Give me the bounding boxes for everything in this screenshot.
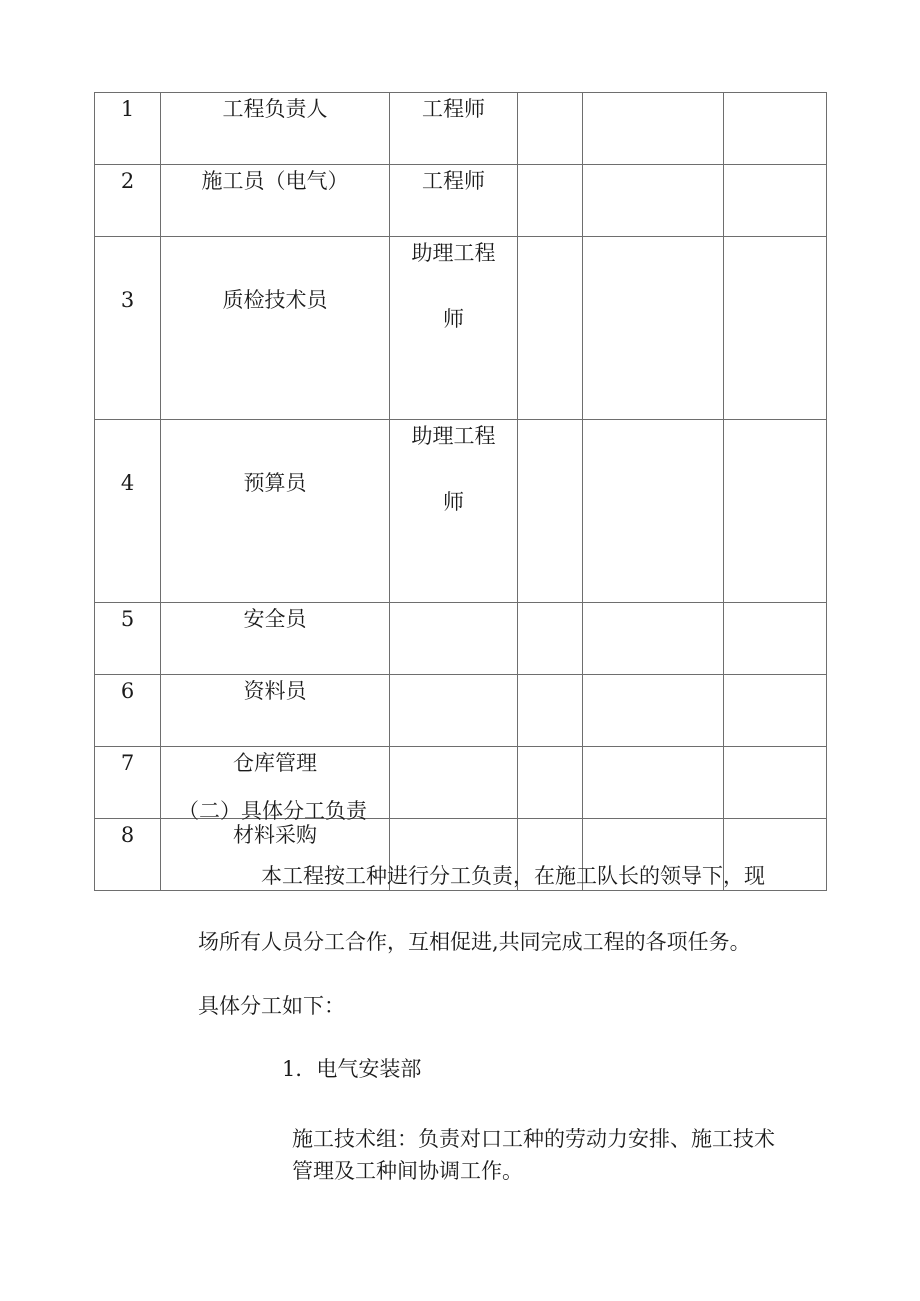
row-number: 4 [95,420,161,603]
section-heading: （二）具体分工负责 [178,799,367,823]
empty-cell [518,603,583,675]
role-name: 资料员 [161,675,390,747]
job-title-line: 助理工程 [411,424,496,448]
empty-cell [583,675,724,747]
empty-cell [583,747,724,819]
job-title-line: 工程师 [422,97,485,121]
empty-cell [583,93,724,165]
row-number: 8 [95,819,161,891]
empty-cell [724,237,827,420]
role-name: 施工员（电气） [161,165,390,237]
job-title [390,93,518,165]
empty-cell [518,237,583,420]
table-row [95,165,827,237]
team-description-line: 管理及工种间协调工作。 [292,1159,523,1183]
empty-cell [583,603,724,675]
empty-cell [583,237,724,420]
empty-cell [724,165,827,237]
role-name: 工程负责人 [161,93,390,165]
job-title [390,165,518,237]
role-name: 材料采购 [161,819,390,891]
empty-cell [390,603,518,675]
empty-cell [724,420,827,603]
empty-cell [518,165,583,237]
staff-table [94,92,827,891]
empty-cell [583,165,724,237]
body-paragraph-line: 场所有人员分工合作，互相促进,共同完成工程的各项任务。 [198,930,751,954]
row-number: 2 [95,165,161,237]
team-description-line: 施工技术组：负责对口工种的劳动力安排、施工技术 [292,1127,775,1151]
table-row [95,603,827,675]
role-name: 仓库管理 [161,747,390,819]
row-number: 6 [95,675,161,747]
empty-cell [724,93,827,165]
table-row [95,93,827,165]
body-paragraph-line: 具体分工如下： [198,994,345,1018]
role-name: 预算员 [161,420,390,603]
table-row [95,675,827,747]
body-paragraph-line: 本工程按工种进行分工负责，在施工队长的领导下，现 [261,864,765,888]
table-row [95,237,827,420]
role-name: 质检技术员 [161,237,390,420]
empty-cell [518,675,583,747]
role-name: 安全员 [161,603,390,675]
job-title [390,420,518,603]
empty-cell [518,93,583,165]
empty-cell [583,420,724,603]
row-number: 7 [95,747,161,819]
job-title-line: 助理工程 [411,241,496,265]
empty-cell [724,675,827,747]
empty-cell [390,747,518,819]
empty-cell [390,675,518,747]
job-title [390,237,518,420]
row-number: 1 [95,93,161,165]
empty-cell [518,747,583,819]
row-number: 5 [95,603,161,675]
numbered-item-heading: 1．电气安装部 [282,1057,422,1081]
empty-cell [724,747,827,819]
job-title-line: 师 [443,307,464,331]
empty-cell [724,603,827,675]
table-row [95,420,827,603]
row-number: 3 [95,237,161,420]
job-title-line: 工程师 [422,169,485,193]
empty-cell [518,420,583,603]
job-title-line: 师 [443,490,464,514]
